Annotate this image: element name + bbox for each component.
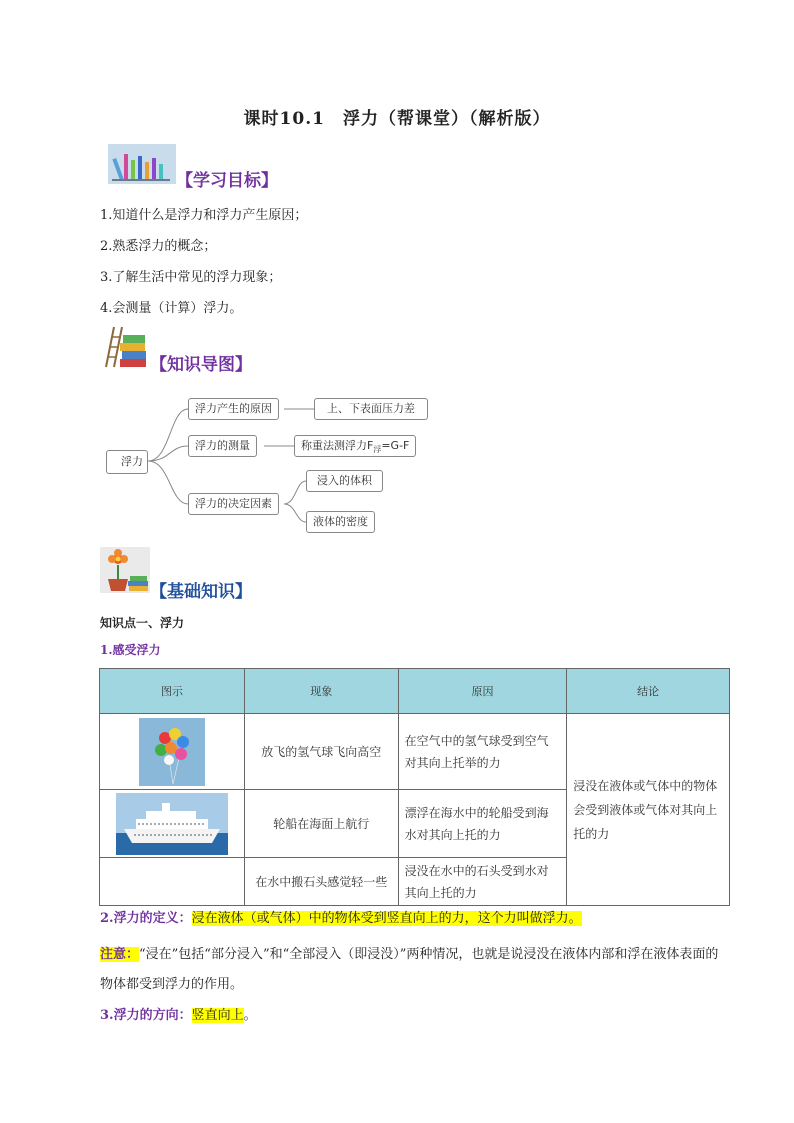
table-header-cell: 现象	[244, 669, 398, 714]
balloons-image	[139, 718, 205, 786]
direction-label: 3.浮力的方向：	[100, 1008, 192, 1023]
mind-map-branch-factors: 浮力的决定因素	[188, 493, 279, 515]
mind-map-leaf-density: 液体的密度	[306, 511, 375, 533]
page-title: 课时10.1 浮力（帮课堂）（解析版）	[243, 109, 551, 129]
subsection-title: 1.感受浮力	[100, 643, 161, 657]
table-header-cell: 图示	[100, 669, 245, 714]
goal-item: 4.会测量（计算）浮力。	[100, 301, 243, 316]
reason-cell: 浸没在水中的石头受到水对其向上托的力	[398, 858, 567, 906]
mind-map-heading: 【知识导图】	[150, 355, 252, 375]
note-label: 注意：	[100, 947, 140, 962]
goal-item: 2.熟悉浮力的概念；	[100, 239, 217, 254]
table-header-cell: 原因	[398, 669, 567, 714]
note-paragraph	[100, 940, 726, 1000]
mind-map-leaf-volume: 浸入的体积	[306, 470, 383, 492]
reason-cell: 在空气中的氢气球受到空气对其向上托举的力	[398, 714, 567, 790]
ship-image	[116, 793, 228, 855]
definition-line	[100, 907, 726, 931]
image-cell	[100, 790, 245, 858]
definition-text: 浸在液体（或气体）中的物体受到竖直向上的力，这个力叫做浮力。	[191, 911, 582, 926]
reason-cell: 漂浮在海水中的轮船受到海水对其向上托的力	[398, 790, 567, 858]
phenomenon-cell: 在水中搬石头感觉轻一些	[244, 858, 398, 906]
mind-map-root: 浮力	[106, 450, 148, 474]
conclusion-cell: 浸没在液体或气体中的物体会受到液体或气体对其向上托的力	[567, 714, 730, 906]
goal-item: 3.了解生活中常见的浮力现象；	[100, 270, 282, 285]
mind-map-branch-cause: 浮力产生的原因	[188, 398, 279, 420]
mind-map-branch-measure: 浮力的测量	[188, 435, 257, 457]
flower-pot-icon	[100, 547, 150, 593]
knowledge-point-title: 知识点一、浮力	[100, 616, 185, 630]
learning-goals-heading: 【学习目标】	[176, 171, 278, 191]
direction-text: 竖直向上	[191, 1008, 244, 1023]
note-text: “浸在”包括“部分浸入”和“全部浸入（即浸没）”两种情况，也就是说浸没在液体内部和浮在液体表面的物体都受到浮力的作用。	[100, 947, 719, 992]
phenomenon-cell: 轮船在海面上航行	[244, 790, 398, 858]
direction-end: 。	[243, 1008, 257, 1023]
feeling-buoyancy-table	[99, 668, 730, 906]
table-row	[100, 714, 730, 790]
image-cell	[100, 858, 245, 906]
table-header-cell: 结论	[567, 669, 730, 714]
definition-label: 2.浮力的定义：	[100, 911, 192, 926]
goal-item: 1.知道什么是浮力和浮力产生原因；	[100, 208, 308, 223]
phenomenon-cell: 放飞的氢气球飞向高空	[244, 714, 398, 790]
table-header-row	[100, 669, 730, 714]
mind-map-leaf-pressure-difference: 上、下表面压力差	[314, 398, 428, 420]
direction-line	[100, 1004, 726, 1028]
image-cell	[100, 714, 245, 790]
basics-heading: 【基础知识】	[150, 582, 252, 602]
mind-map-leaf-weighing-method: 称重法测浮力$F_浮=G-F$	[294, 435, 416, 457]
